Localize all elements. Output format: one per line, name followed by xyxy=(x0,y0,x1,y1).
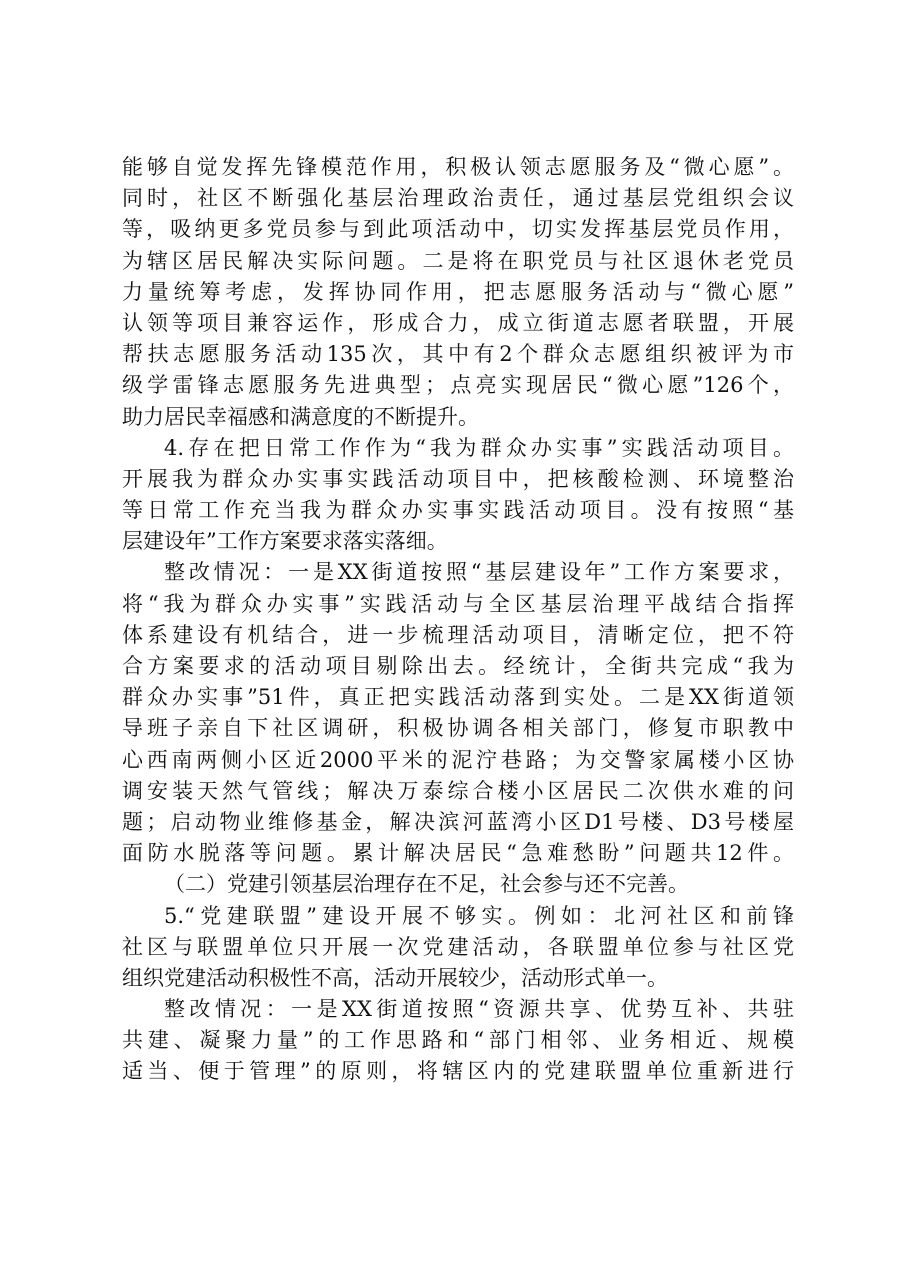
text-line: 帮扶志愿服务活动135次，其中有2个群众志愿组织被评为市 xyxy=(122,342,794,367)
text-line: 适当、便于管理”的原则，将辖区内的党建联盟单位重新进行 xyxy=(122,1059,794,1084)
text-line: 调安装天然气管线；解决万泰综合楼小区居民二次供水难的问 xyxy=(122,778,794,803)
text-line: 等，吸纳更多党员参与到此项活动中，切实发挥基层党员作用， xyxy=(122,217,794,242)
text-line: 导班子亲自下社区调研，积极协调各相关部门，修复市职教中 xyxy=(122,716,794,741)
text-line: 共建、凝聚力量”的工作思路和“部门相邻、业务相近、规模 xyxy=(122,1028,794,1053)
text-line: 组织党建活动积极性不高，活动开展较少，活动形式单一。 xyxy=(122,965,668,990)
text-line: 整改情况：一是XX街道按照“基层建设年”工作方案要求， xyxy=(164,560,794,585)
text-line: 开展我为群众办实事实践活动项目中，把核酸检测、环境整治 xyxy=(122,466,794,491)
text-line: 面防水脱落等问题。累计解决居民“急难愁盼”问题共12件。 xyxy=(122,841,794,866)
text-line: 5.“党建联盟”建设开展不够实。例如：北河社区和前锋 xyxy=(164,903,794,928)
text-line: 题；启动物业维修基金，解决滨河蓝湾小区D1号楼、D3号楼屋 xyxy=(122,809,794,834)
document-body xyxy=(122,152,794,1088)
text-line: 社区与联盟单位只开展一次党建活动，各联盟单位参与社区党 xyxy=(122,934,794,959)
text-line: 体系建设有机结合，进一步梳理活动项目，清晰定位，把不符 xyxy=(122,622,794,647)
text-line: 同时，社区不断强化基层治理政治责任，通过基层党组织会议 xyxy=(122,186,794,211)
text-line: 能够自觉发挥先锋模范作用，积极认领志愿服务及“微心愿”。 xyxy=(122,155,794,179)
text-line: （二）党建引领基层治理存在不足，社会参与还不完善。 xyxy=(164,872,689,897)
text-line: 整改情况：一是XX街道按照“资源共享、优势互补、共驻 xyxy=(164,997,794,1022)
text-line: 力量统筹考虑，发挥协同作用，把志愿服务活动与“微心愿” xyxy=(122,279,794,304)
text-line: 将“我为群众办实事”实践活动与全区基层治理平战结合指挥 xyxy=(122,591,794,616)
text-line: 层建设年”工作方案要求落实落细。 xyxy=(122,529,448,554)
text-line: 群众办实事”51件，真正把实践活动落到实处。二是XX街道领 xyxy=(122,685,794,710)
text-line: 认领等项目兼容运作，形成合力，成立街道志愿者联盟，开展 xyxy=(122,310,794,335)
text-line: 助力居民幸福感和满意度的不断提升。 xyxy=(122,404,479,429)
text-line: 级学雷锋志愿服务先进典型；点亮实现居民“微心愿”126个， xyxy=(122,373,794,398)
text-line: 合方案要求的活动项目剔除出去。经统计，全街共完成“我为 xyxy=(122,654,794,678)
text-line: 为辖区居民解决实际问题。二是将在职党员与社区退休老党员 xyxy=(122,248,794,273)
text-line: 4.存在把日常工作作为“我为群众办实事”实践活动项目。 xyxy=(164,435,794,460)
text-line: 等日常工作充当我为群众办实事实践活动项目。没有按照“基 xyxy=(122,498,794,523)
text-line: 心西南两侧小区近2000平米的泥泞巷路；为交警家属楼小区协 xyxy=(122,747,794,772)
